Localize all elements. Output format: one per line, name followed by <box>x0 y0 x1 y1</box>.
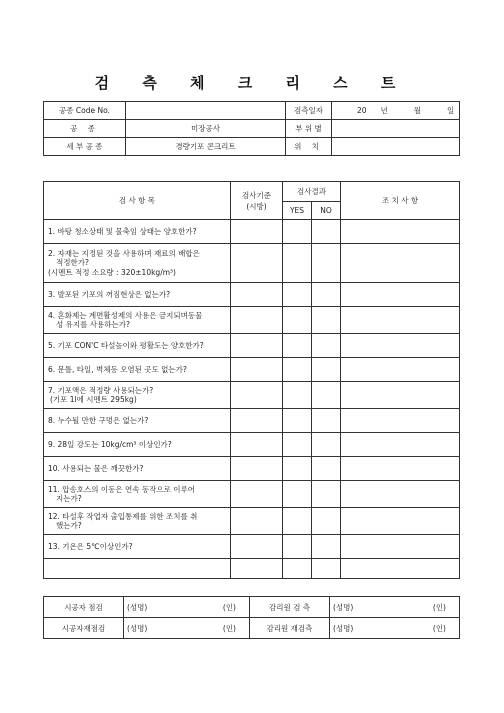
seal-label: (인) <box>222 623 236 633</box>
col-criteria-header <box>231 182 283 220</box>
check-item-line: (시멘트 적정 소요량 : 320±10kg/m³) <box>48 267 176 277</box>
check-item-line: 지는가? <box>56 494 82 503</box>
yes-cell[interactable] <box>283 457 312 481</box>
yes-cell[interactable] <box>283 244 312 283</box>
action-cell[interactable] <box>341 307 460 334</box>
col-action-header: 조 치 사 항 <box>341 182 460 220</box>
check-item <box>44 382 231 409</box>
no-cell[interactable] <box>312 508 341 535</box>
action-cell[interactable] <box>341 244 460 283</box>
name-label: (성명) <box>333 602 354 612</box>
seal-label: (인) <box>432 602 446 612</box>
yes-cell[interactable] <box>283 508 312 535</box>
page-title: 검 측 체 크 리 스 트 <box>94 74 410 92</box>
code-label: 공종 Code No. <box>44 102 126 120</box>
action-cell[interactable] <box>341 559 460 579</box>
work-label: 공 종 <box>44 120 126 138</box>
no-cell[interactable] <box>312 358 341 382</box>
criteria-cell[interactable] <box>231 220 283 244</box>
action-cell[interactable] <box>341 382 460 409</box>
table-row <box>44 220 460 244</box>
criteria-cell[interactable] <box>231 508 283 535</box>
check-item-line: 8. 누수될 만한 구멍은 없는가? <box>48 415 149 425</box>
header-table <box>43 101 460 156</box>
check-item <box>44 220 231 244</box>
col-result-header: 검사결과 <box>283 182 341 202</box>
check-item-line: (기포 1l에 시멘트 295kg) <box>50 395 137 404</box>
action-cell[interactable] <box>341 433 460 457</box>
yes-cell[interactable] <box>283 559 312 579</box>
col-criteria-label: 검사기준 <box>242 190 271 200</box>
no-cell[interactable] <box>312 481 341 508</box>
yes-cell[interactable] <box>283 433 312 457</box>
check-item <box>44 535 231 559</box>
contractor-check-sign[interactable] <box>124 597 250 618</box>
criteria-cell[interactable] <box>231 334 283 358</box>
check-item <box>44 409 231 433</box>
contractor-check-label: 시공자 점검 <box>44 597 124 618</box>
check-item <box>44 433 231 457</box>
subwork-value[interactable]: 경량기포 콘크리트 <box>126 138 286 156</box>
no-cell[interactable] <box>312 220 341 244</box>
work-value[interactable]: 미장공사 <box>126 120 286 138</box>
yes-cell[interactable] <box>283 358 312 382</box>
criteria-cell[interactable] <box>231 457 283 481</box>
date-year-unit: 년 <box>380 106 388 115</box>
criteria-cell[interactable] <box>231 307 283 334</box>
date-year: 20 <box>357 106 367 115</box>
position-value[interactable] <box>332 138 460 156</box>
date-month-unit: 월 <box>413 106 422 115</box>
criteria-cell[interactable] <box>231 244 283 283</box>
table-row <box>44 481 460 508</box>
yes-cell[interactable] <box>283 220 312 244</box>
no-cell[interactable] <box>312 559 341 579</box>
check-item <box>44 508 231 535</box>
check-item-line: 했는가? <box>56 521 82 530</box>
no-cell[interactable] <box>312 307 341 334</box>
supervisor-check-label: 감리원 검 측 <box>250 597 330 618</box>
check-item-line: 10. 사용되는 물은 깨끗한가? <box>48 463 144 473</box>
check-item <box>44 481 231 508</box>
yes-cell[interactable] <box>283 481 312 508</box>
check-item-line: 6. 문틀, 타일, 벽체등 오염된 곳도 없는가? <box>48 364 187 374</box>
table-row <box>44 409 460 433</box>
check-item-line: 12. 타설후 작업자 출입통제를 위한 조치를 취 <box>48 511 198 521</box>
check-item <box>44 334 231 358</box>
check-item-line: 2. 자재는 지정된 것을 사용하며 재료의 배합은 <box>48 248 200 258</box>
yes-cell[interactable] <box>283 409 312 433</box>
yes-cell[interactable] <box>283 307 312 334</box>
no-cell[interactable] <box>312 457 341 481</box>
table-row <box>44 358 460 382</box>
check-item-line: 9. 28일 강도는 10kg/cm³ 이상인가? <box>48 439 172 449</box>
date-value[interactable] <box>332 102 460 120</box>
table-row <box>44 244 460 283</box>
table-row <box>44 307 460 334</box>
table-row <box>44 433 460 457</box>
yes-cell[interactable] <box>283 382 312 409</box>
no-cell[interactable] <box>312 409 341 433</box>
check-item-line: 성 유지를 사용하는가? <box>56 320 130 329</box>
supervisor-recheck-sign[interactable] <box>330 618 460 639</box>
table-row <box>44 382 460 409</box>
yes-cell[interactable] <box>283 535 312 559</box>
check-item <box>44 307 231 334</box>
supervisor-recheck-label: 감리원 재검측 <box>250 618 330 639</box>
action-cell[interactable] <box>341 508 460 535</box>
table-row <box>44 457 460 481</box>
check-item <box>44 244 231 283</box>
criteria-cell[interactable] <box>231 382 283 409</box>
criteria-cell[interactable] <box>231 409 283 433</box>
code-value[interactable] <box>126 102 286 120</box>
supervisor-check-sign[interactable] <box>330 597 460 618</box>
position-label: 위 치 <box>286 138 332 156</box>
seal-label: (인) <box>222 602 236 612</box>
col-no-header: NO <box>312 202 341 220</box>
action-cell[interactable] <box>341 334 460 358</box>
check-item <box>44 457 231 481</box>
action-cell[interactable] <box>341 457 460 481</box>
check-item <box>44 358 231 382</box>
action-cell[interactable] <box>341 220 460 244</box>
criteria-cell[interactable] <box>231 283 283 307</box>
criteria-cell[interactable] <box>231 559 283 579</box>
col-yes-header: YES <box>283 202 312 220</box>
criteria-cell[interactable] <box>231 358 283 382</box>
table-row <box>44 535 460 559</box>
table-row <box>44 283 460 307</box>
check-item-line: 11. 압송호스의 이동은 연속 동작으로 이루어 <box>48 484 196 494</box>
no-cell[interactable] <box>312 433 341 457</box>
seal-label: (인) <box>432 623 446 633</box>
check-item[interactable] <box>44 559 231 579</box>
no-cell[interactable] <box>312 283 341 307</box>
date-label: 검측일자 <box>286 102 332 120</box>
signature-table <box>43 596 460 639</box>
criteria-cell[interactable] <box>231 481 283 508</box>
table-row-empty <box>44 559 460 579</box>
criteria-cell[interactable] <box>231 535 283 559</box>
subwork-label: 세 부 공 종 <box>44 138 126 156</box>
action-cell[interactable] <box>341 409 460 433</box>
action-cell[interactable] <box>341 283 460 307</box>
check-item-line: 적정한가? <box>56 258 89 268</box>
yes-cell[interactable] <box>283 283 312 307</box>
action-cell[interactable] <box>341 535 460 559</box>
contractor-recheck-label: 시공자재점검 <box>44 618 124 639</box>
checklist-table <box>43 181 460 579</box>
location-value[interactable] <box>332 120 460 138</box>
check-item <box>44 283 231 307</box>
no-cell[interactable] <box>312 382 341 409</box>
name-label: (성명) <box>333 623 354 633</box>
action-cell[interactable] <box>341 481 460 508</box>
checklist-rows <box>44 220 460 579</box>
table-row <box>44 334 460 358</box>
check-item-line: 4. 혼화제는 계면활성제의 사용은 금지되며동물 <box>48 310 203 320</box>
date-day-unit: 일 <box>447 106 455 115</box>
no-cell[interactable] <box>312 244 341 283</box>
table-row <box>44 508 460 535</box>
criteria-cell[interactable] <box>231 433 283 457</box>
action-cell[interactable] <box>341 358 460 382</box>
check-item-line: 7. 기포액은 적정량 사용되는가? <box>48 385 154 395</box>
yes-cell[interactable] <box>283 334 312 358</box>
col-criteria-sub: (시방) <box>246 201 267 211</box>
name-label: (성명) <box>127 602 148 612</box>
no-cell[interactable] <box>312 334 341 358</box>
col-items-header: 검 사 항 목 <box>44 182 231 220</box>
check-item-line: 3. 발포된 기포의 꺼짐현상은 없는가? <box>48 289 171 299</box>
check-item-line: 13. 기온은 5℃이상인가? <box>48 541 133 551</box>
name-label: (성명) <box>127 623 148 633</box>
no-cell[interactable] <box>312 535 341 559</box>
contractor-recheck-sign[interactable] <box>124 618 250 639</box>
check-item-line: 5. 기포 CON'C 타설높이와 평활도는 양호한가? <box>48 340 204 350</box>
check-item-line: 1. 바탕 청소상태 및 물축임 상태는 양호한가? <box>48 226 197 236</box>
location-label: 부 위 별 <box>286 120 332 138</box>
